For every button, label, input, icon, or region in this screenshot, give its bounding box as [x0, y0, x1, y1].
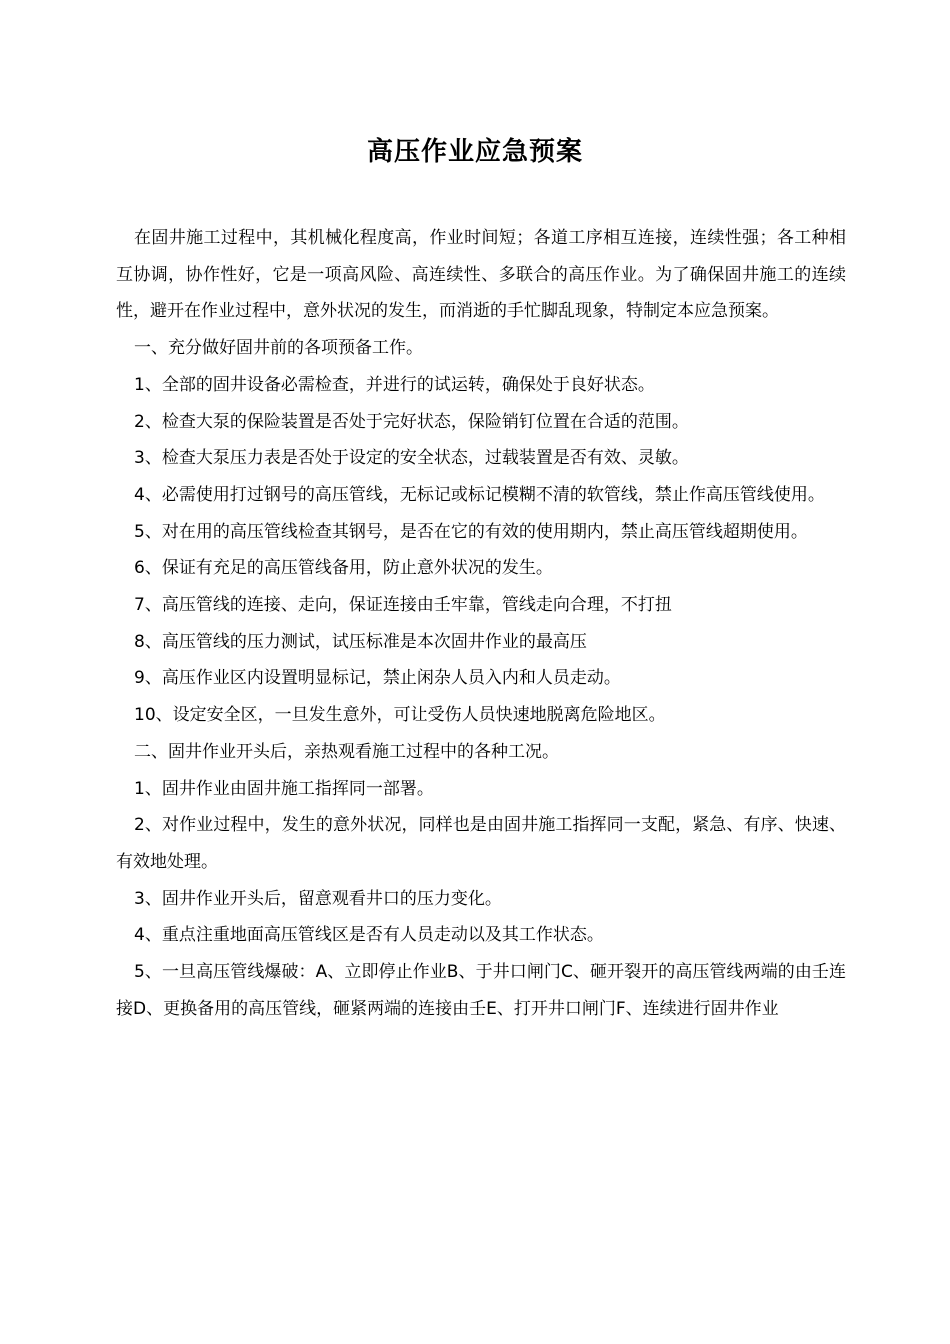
list-item: 2、检查大泵的保险装置是否处于完好状态，保险销钉位置在合适的范围。	[134, 411, 689, 432]
document-body	[116, 220, 846, 1027]
list-item: 4、重点注重地面高压管线区是否有人员走动以及其工作状态。	[134, 925, 604, 946]
list-item: 8、高压管线的压力测试，试压标准是本次固井作业的最高压	[134, 631, 587, 652]
list-item: 1、全部的固井设备必需检查，并进行的试运转，确保处于良好状态。	[134, 374, 655, 395]
document-title: 高压作业应急预案	[366, 137, 583, 167]
section-heading-2: 二、固井作业开头后，亲热观看施工过程中的各种工况。	[134, 741, 559, 762]
list-item: 9、高压作业区内设置明显标记，禁止闲杂人员入内和人员走动。	[134, 668, 621, 689]
list-item: 4、必需使用打过钢号的高压管线，无标记或标记模糊不清的软管线，禁止作高压管线使用。	[134, 484, 825, 505]
list-item: 3、检查大泵压力表是否处于设定的安全状态，过载装置是否有效、灵敏。	[134, 448, 689, 469]
list-item: 1、固井作业由固井施工指挥同一部署。	[134, 778, 434, 799]
list-item: 6、保证有充足的高压管线备用，防止意外状况的发生。	[134, 558, 553, 579]
list-item: 2、对作业过程中，发生的意外状况，同样也是由固井施工指挥同一支配，紧急、有序、快速、有效地处理。	[116, 815, 846, 872]
section-heading-1: 一、充分做好固井前的各项预备工作。	[134, 338, 423, 359]
list-item: 5、一旦高压管线爆破：A、立即停止作业B、于井口闸门C、砸开裂开的高压管线两端的由壬连接D、更换备用的高压管线，砸紧两端的连接由壬E、打开井口闸门F、连续进行固井作业	[116, 962, 846, 1019]
list-item: 7、高压管线的连接、走向，保证连接由壬牢靠，管线走向合理，不打扭	[134, 595, 672, 616]
list-item: 10、设定安全区，一旦发生意外，可让受伤人员快速地脱离危险地区。	[134, 705, 666, 726]
list-item: 5、对在用的高压管线检查其钢号，是否在它的有效的使用期内，禁止高压管线超期使用。	[134, 521, 808, 542]
list-item: 3、固井作业开头后，留意观看井口的压力变化。	[134, 888, 502, 909]
intro-paragraph: 在固井施工过程中，其机械化程度高，作业时间短；各道工序相互连接，连续性强；各工种相互协调，协作性好，它是一项高风险、高连续性、多联合的高压作业。为了确保固井施工的连续性，避开在作业过程中，意外状况的发生，而消逝的手忙脚乱现象，特制定本应急预案。	[116, 228, 846, 322]
